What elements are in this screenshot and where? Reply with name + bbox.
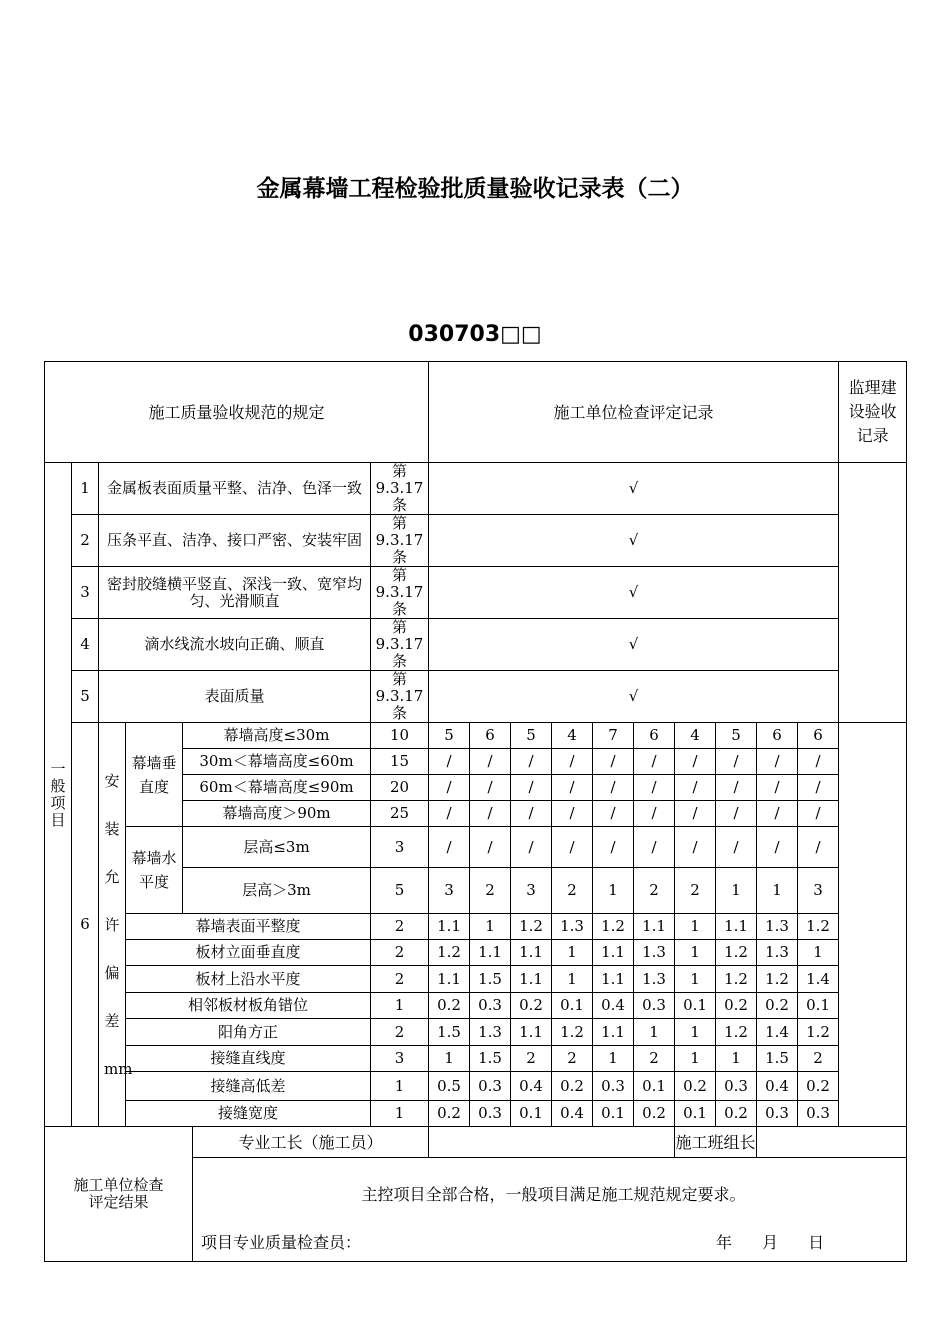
measured-value: 6 — [634, 723, 675, 749]
item-clause: 第9.3.17条 — [371, 671, 429, 723]
foreman-label: 专业工长（施工员） — [193, 1127, 429, 1158]
item-clause: 第9.3.17条 — [371, 567, 429, 619]
measured-value: / — [470, 827, 511, 868]
item-result: √ — [429, 567, 839, 619]
item-desc: 压条平直、洁净、接口严密、安装牢固 — [99, 515, 371, 567]
measured-value: / — [552, 801, 593, 827]
footer-label: 施工单位检查评定结果 — [45, 1127, 193, 1262]
measured-value: 1.4 — [798, 966, 839, 993]
form-code: 030703□□ — [408, 322, 542, 347]
measured-value: 2 — [552, 868, 593, 914]
measured-value: 2 — [511, 1046, 552, 1072]
item-desc: 滴水线流水坡向正确、顺直 — [99, 619, 371, 671]
item-no: 5 — [72, 671, 99, 723]
measured-value: 1.1 — [470, 940, 511, 966]
general-item-row — [45, 619, 907, 671]
vertical-group-label: 幕墙垂直度 — [126, 723, 183, 827]
measured-value: 3 — [511, 868, 552, 914]
deviation-item: 层高≤3m — [183, 827, 371, 868]
month-label: 月 — [762, 1233, 779, 1252]
measured-value: / — [757, 775, 798, 801]
measured-value: 0.2 — [429, 1101, 470, 1127]
measured-value: / — [716, 827, 757, 868]
allowed-deviation: 3 — [371, 827, 429, 868]
measured-value: 0.3 — [716, 1072, 757, 1101]
supervisor-cell-general — [839, 463, 907, 723]
item-no: 4 — [72, 619, 99, 671]
measured-value: 2 — [634, 868, 675, 914]
measured-value: 1 — [798, 940, 839, 966]
measured-value: 1.1 — [429, 966, 470, 993]
measured-value: 6 — [798, 723, 839, 749]
measured-value: 0.1 — [593, 1101, 634, 1127]
measured-value: 0.3 — [470, 1072, 511, 1101]
header-row — [45, 362, 907, 463]
deviation-row — [45, 966, 907, 993]
item-clause: 第9.3.17条 — [371, 463, 429, 515]
measured-value: 1.2 — [757, 966, 798, 993]
inspection-table — [44, 361, 907, 1262]
measured-value: 1.1 — [593, 940, 634, 966]
measured-value: 6 — [757, 723, 798, 749]
measured-value: 0.4 — [757, 1072, 798, 1101]
item-desc: 密封胶缝横平竖直、深浅一致、宽窄均匀、光滑顺直 — [99, 567, 371, 619]
deviation-row — [45, 1019, 907, 1046]
deviation-row — [45, 940, 907, 966]
measured-value: / — [675, 827, 716, 868]
deviation-item: 幕墙高度≤30m — [183, 723, 371, 749]
item-result: √ — [429, 619, 839, 671]
allowed-deviation: 2 — [371, 914, 429, 940]
deviation-item: 接缝直线度 — [126, 1046, 371, 1072]
measured-value: 0.1 — [552, 993, 593, 1019]
measured-value: 1 — [634, 1019, 675, 1046]
measured-value: 3 — [429, 868, 470, 914]
inspector-label: 项目专业质量检查员： — [201, 1233, 362, 1252]
conclusion-cell — [193, 1158, 907, 1262]
measured-value: 0.2 — [716, 1101, 757, 1127]
measured-value: 1 — [675, 914, 716, 940]
measured-value: 1 — [675, 966, 716, 993]
year-label: 年 — [716, 1233, 733, 1252]
measured-value: 1.5 — [429, 1019, 470, 1046]
measured-value: / — [552, 775, 593, 801]
measured-value: 1 — [593, 868, 634, 914]
general-item-row — [45, 463, 907, 515]
measured-value: / — [470, 801, 511, 827]
measured-value: / — [675, 775, 716, 801]
measured-value: / — [716, 775, 757, 801]
measured-value: 0.1 — [675, 993, 716, 1019]
allowed-deviation: 2 — [371, 966, 429, 993]
measured-value: / — [798, 801, 839, 827]
measured-value: 5 — [716, 723, 757, 749]
inspector-row — [201, 1234, 906, 1251]
measured-value: 1.4 — [757, 1019, 798, 1046]
measured-value: 1.1 — [593, 966, 634, 993]
measured-value: 1.2 — [429, 940, 470, 966]
measured-value: / — [552, 749, 593, 775]
item-result: √ — [429, 671, 839, 723]
allowed-deviation: 2 — [371, 940, 429, 966]
measured-value: 0.4 — [552, 1101, 593, 1127]
measured-value: 1.2 — [716, 1019, 757, 1046]
item-result: √ — [429, 463, 839, 515]
measured-value: 2 — [552, 1046, 593, 1072]
measured-value: 1.1 — [511, 1019, 552, 1046]
measured-value: 0.2 — [634, 1101, 675, 1127]
measured-value: 1.2 — [511, 914, 552, 940]
measured-value: / — [716, 749, 757, 775]
measured-value: 1 — [675, 1019, 716, 1046]
allowed-deviation: 1 — [371, 1101, 429, 1127]
measured-value: 2 — [634, 1046, 675, 1072]
measured-value: / — [675, 801, 716, 827]
measured-value: 0.3 — [634, 993, 675, 1019]
deviation-row — [45, 1072, 907, 1101]
item-no: 3 — [72, 567, 99, 619]
item-no: 1 — [72, 463, 99, 515]
measured-value: / — [798, 827, 839, 868]
allowed-deviation: 2 — [371, 1019, 429, 1046]
measured-value: 0.2 — [552, 1072, 593, 1101]
measured-value: 1.2 — [716, 966, 757, 993]
allowed-deviation: 1 — [371, 993, 429, 1019]
deviation-row — [45, 723, 907, 749]
measured-value: 1.3 — [757, 940, 798, 966]
measured-value: 0.2 — [757, 993, 798, 1019]
measured-value: / — [470, 775, 511, 801]
general-item-row — [45, 567, 907, 619]
measured-value: 1.1 — [511, 966, 552, 993]
measured-value: 5 — [429, 723, 470, 749]
measured-value: 1 — [757, 868, 798, 914]
day-label: 日 — [808, 1233, 825, 1252]
measured-value: 0.3 — [757, 1101, 798, 1127]
measured-value: / — [675, 749, 716, 775]
measured-value: 1.3 — [757, 914, 798, 940]
measured-value: 0.5 — [429, 1072, 470, 1101]
spec-header: 施工质量验收规范的规定 — [45, 362, 429, 463]
deviation-item: 幕墙表面平整度 — [126, 914, 371, 940]
team-leader-label: 施工班组长 — [675, 1127, 757, 1158]
deviation-item: 30m＜幕墙高度≤60m — [183, 749, 371, 775]
measured-value: / — [634, 749, 675, 775]
item-desc: 表面质量 — [99, 671, 371, 723]
foreman-signature[interactable] — [429, 1127, 675, 1158]
measured-value: / — [757, 827, 798, 868]
measured-value: 0.2 — [429, 993, 470, 1019]
measured-value: 2 — [470, 868, 511, 914]
item-result: √ — [429, 515, 839, 567]
measured-value: 0.1 — [511, 1101, 552, 1127]
measured-value: / — [470, 749, 511, 775]
measured-value: / — [429, 827, 470, 868]
measured-value: / — [634, 827, 675, 868]
measured-value: 1 — [429, 1046, 470, 1072]
deviation-item: 接缝高低差 — [126, 1072, 371, 1101]
measured-value: 1.2 — [798, 914, 839, 940]
deviation-row — [45, 993, 907, 1019]
measured-value: / — [593, 827, 634, 868]
deviation-item: 幕墙高度＞90m — [183, 801, 371, 827]
deviation-item: 阳角方正 — [126, 1019, 371, 1046]
measured-value: / — [757, 749, 798, 775]
deviation-row — [45, 1046, 907, 1072]
measured-value: 6 — [470, 723, 511, 749]
measured-value: 1.3 — [470, 1019, 511, 1046]
measured-value: / — [716, 801, 757, 827]
measured-value: / — [634, 801, 675, 827]
deviation-row — [45, 827, 907, 868]
measured-value: 0.1 — [675, 1101, 716, 1127]
measured-value: 1 — [716, 1046, 757, 1072]
measured-value: 2 — [675, 868, 716, 914]
allowed-deviation: 15 — [371, 749, 429, 775]
deviation-row — [45, 914, 907, 940]
measured-value: / — [593, 775, 634, 801]
measured-value: 1.5 — [757, 1046, 798, 1072]
allowed-deviation: 1 — [371, 1072, 429, 1101]
measured-value: / — [429, 775, 470, 801]
deviation-item: 接缝宽度 — [126, 1101, 371, 1127]
measured-value: 0.1 — [798, 993, 839, 1019]
measured-value: 1.5 — [470, 1046, 511, 1072]
supervisor-cell-deviation — [839, 723, 907, 1127]
general-item-row — [45, 671, 907, 723]
measured-value: 0.3 — [593, 1072, 634, 1101]
record-header: 施工单位检查评定记录 — [429, 362, 839, 463]
deviation-item: 板材上沿水平度 — [126, 966, 371, 993]
deviation-item: 板材立面垂直度 — [126, 940, 371, 966]
measured-value: 0.2 — [511, 993, 552, 1019]
measured-value: 0.3 — [798, 1101, 839, 1127]
allowed-deviation: 25 — [371, 801, 429, 827]
measured-value: 4 — [675, 723, 716, 749]
deviation-label: 安装允许偏差mm — [99, 723, 126, 1127]
measured-value: 5 — [511, 723, 552, 749]
measured-value: 0.4 — [511, 1072, 552, 1101]
item-clause: 第9.3.17条 — [371, 515, 429, 567]
item-desc: 金属板表面质量平整、洁净、色泽一致 — [99, 463, 371, 515]
measured-value: / — [593, 749, 634, 775]
measured-value: 1.5 — [470, 966, 511, 993]
deviation-no: 6 — [72, 723, 99, 1127]
measured-value: / — [429, 801, 470, 827]
team-leader-signature[interactable] — [757, 1127, 907, 1158]
measured-value: / — [511, 801, 552, 827]
form-title: 金属幕墙工程检验批质量验收记录表（二） — [256, 176, 694, 202]
measured-value: 1.1 — [593, 1019, 634, 1046]
allowed-deviation: 5 — [371, 868, 429, 914]
general-item-row — [45, 515, 907, 567]
measured-value: / — [511, 749, 552, 775]
measured-value: 1.2 — [716, 940, 757, 966]
measured-value: 1 — [716, 868, 757, 914]
measured-value: 1.2 — [593, 914, 634, 940]
measured-value: 1.1 — [716, 914, 757, 940]
deviation-item: 60m＜幕墙高度≤90m — [183, 775, 371, 801]
measured-value: 2 — [798, 1046, 839, 1072]
measured-value: / — [634, 775, 675, 801]
measured-value: / — [552, 827, 593, 868]
measured-value: 0.2 — [675, 1072, 716, 1101]
measured-value: 1.1 — [429, 914, 470, 940]
measured-value: 0.2 — [798, 1072, 839, 1101]
measured-value: / — [511, 827, 552, 868]
measured-value: 1 — [593, 1046, 634, 1072]
measured-value: 1 — [675, 940, 716, 966]
conclusion-text: 主控项目全部合格，一般项目满足施工规范规定要求。 — [361, 1185, 746, 1204]
measured-value: 0.3 — [470, 1101, 511, 1127]
measured-value: 7 — [593, 723, 634, 749]
deviation-row — [45, 1101, 907, 1127]
allowed-deviation: 10 — [371, 723, 429, 749]
measured-value: 1.1 — [634, 914, 675, 940]
measured-value: 1 — [470, 914, 511, 940]
footer-signature-row — [45, 1127, 907, 1158]
measured-value: 1.3 — [634, 940, 675, 966]
measured-value: / — [757, 801, 798, 827]
measured-value: 1.2 — [552, 1019, 593, 1046]
measured-value: 1.1 — [511, 940, 552, 966]
item-clause: 第9.3.17条 — [371, 619, 429, 671]
measured-value: 1.3 — [552, 914, 593, 940]
measured-value: 0.4 — [593, 993, 634, 1019]
general-label: 一般项目 — [45, 463, 72, 1127]
measured-value: / — [429, 749, 470, 775]
measured-value: / — [593, 801, 634, 827]
item-no: 2 — [72, 515, 99, 567]
measured-value: 1 — [552, 940, 593, 966]
allowed-deviation: 3 — [371, 1046, 429, 1072]
allowed-deviation: 20 — [371, 775, 429, 801]
measured-value: 4 — [552, 723, 593, 749]
measured-value: 0.3 — [470, 993, 511, 1019]
measured-value: 1 — [675, 1046, 716, 1072]
deviation-item: 层高＞3m — [183, 868, 371, 914]
horizontal-group-label: 幕墙水平度 — [126, 827, 183, 914]
measured-value: / — [798, 775, 839, 801]
deviation-item: 相邻板材板角错位 — [126, 993, 371, 1019]
measured-value: 3 — [798, 868, 839, 914]
supervisor-header: 监理建设验收记录 — [839, 362, 907, 463]
measured-value: / — [798, 749, 839, 775]
measured-value: 1.2 — [798, 1019, 839, 1046]
date-fields — [716, 1234, 900, 1251]
measured-value: 1.3 — [634, 966, 675, 993]
measured-value: / — [511, 775, 552, 801]
measured-value: 1 — [552, 966, 593, 993]
measured-value: 0.1 — [634, 1072, 675, 1101]
measured-value: 0.2 — [716, 993, 757, 1019]
